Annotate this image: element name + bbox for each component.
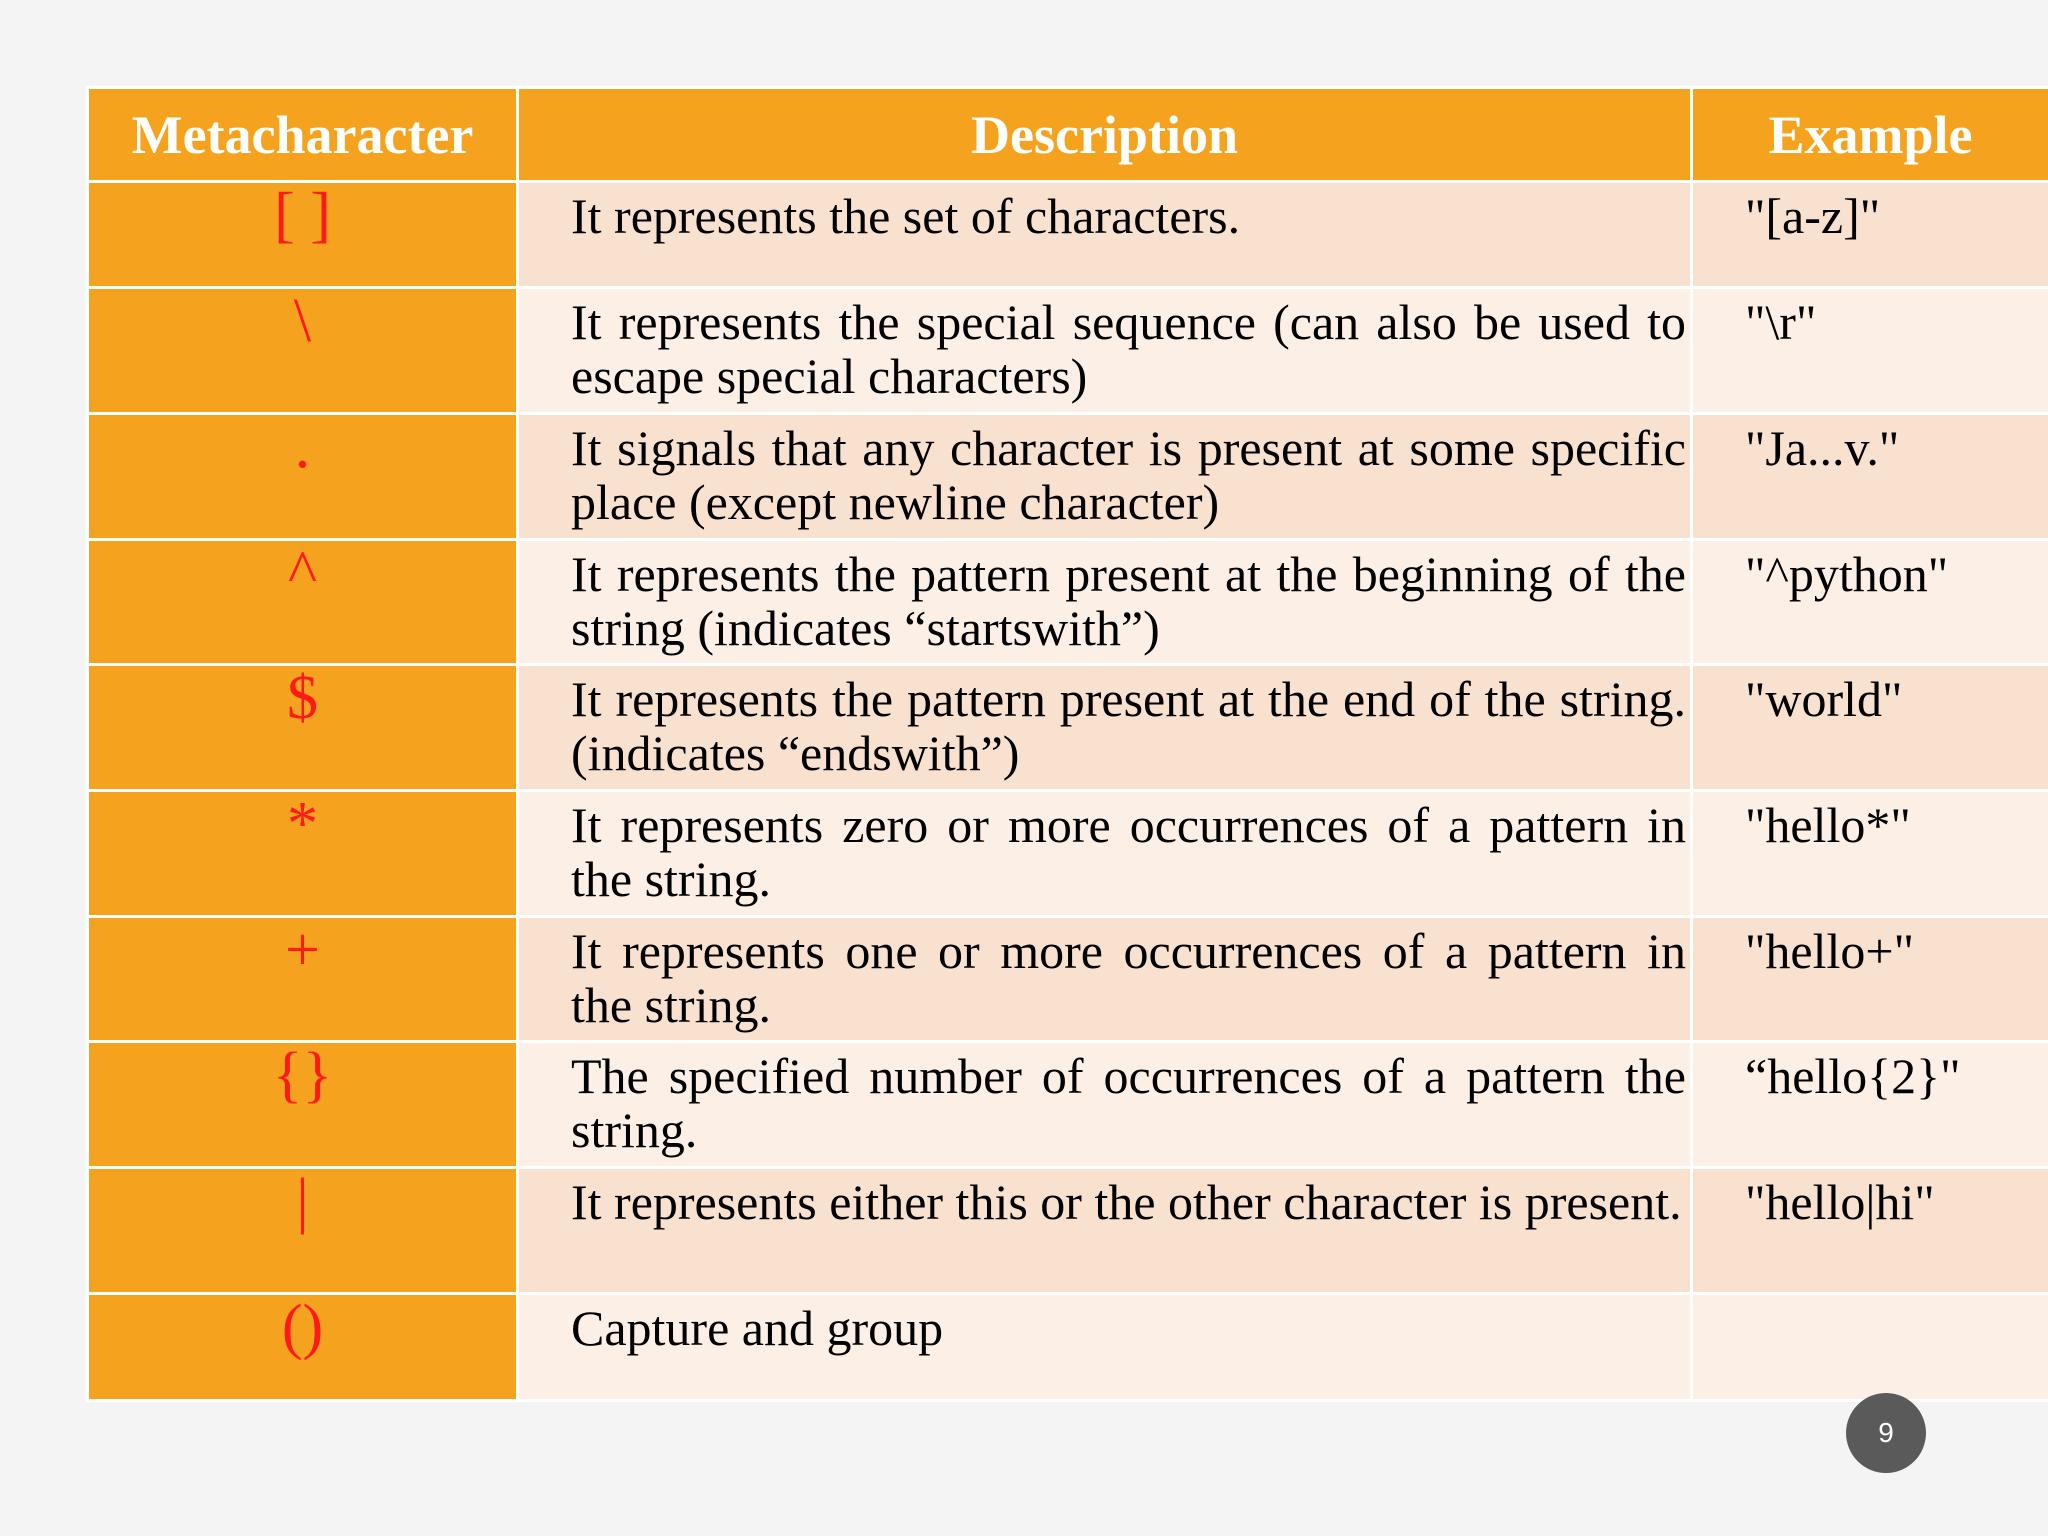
metacharacter-cell: . xyxy=(88,413,518,539)
description-cell: It represents the pattern present at the beginning of the string (indicates “startswith”) xyxy=(518,539,1692,665)
header-example: Example xyxy=(1692,88,2048,182)
header-description: Description xyxy=(518,88,1692,182)
example-cell: "world" xyxy=(1692,665,2048,791)
table-row xyxy=(88,665,2048,791)
table-row xyxy=(88,1042,2048,1168)
table-row xyxy=(88,182,2048,288)
example-cell: "Ja...v." xyxy=(1692,413,2048,539)
table-row xyxy=(88,1293,2048,1400)
description-cell: It represents the special sequence (can also be used to escape special characters) xyxy=(518,288,1692,414)
table-row xyxy=(88,539,2048,665)
description-cell: It signals that any character is present at some specific place (except newline character) xyxy=(518,413,1692,539)
example-cell: "\r" xyxy=(1692,288,2048,414)
metacharacter-cell: | xyxy=(88,1167,518,1293)
example-cell: "[a-z]" xyxy=(1692,182,2048,288)
example-cell: "hello*" xyxy=(1692,790,2048,916)
example-cell: "hello|hi" xyxy=(1692,1167,2048,1293)
metacharacter-cell: ^ xyxy=(88,539,518,665)
page-number-badge: 9 xyxy=(1846,1393,1926,1473)
example-cell xyxy=(1692,1293,2048,1400)
table-row xyxy=(88,916,2048,1042)
table-row xyxy=(88,288,2048,414)
metacharacter-cell: $ xyxy=(88,665,518,791)
metacharacter-cell: [ ] xyxy=(88,182,518,288)
header-metacharacter: Metacharacter xyxy=(88,88,518,182)
table-row xyxy=(88,790,2048,916)
description-cell: Capture and group xyxy=(518,1293,1692,1400)
example-cell: "^python" xyxy=(1692,539,2048,665)
description-cell: It represents either this or the other character is present. xyxy=(518,1167,1692,1293)
description-cell: The specified number of occurrences of a pattern the string. xyxy=(518,1042,1692,1168)
example-cell: "hello+" xyxy=(1692,916,2048,1042)
table-row xyxy=(88,1167,2048,1293)
description-cell: It represents the set of characters. xyxy=(518,182,1692,288)
table-header-row xyxy=(88,88,2048,182)
metacharacter-cell: * xyxy=(88,790,518,916)
table-row xyxy=(88,413,2048,539)
metacharacter-cell: + xyxy=(88,916,518,1042)
metacharacter-cell: () xyxy=(88,1293,518,1400)
metacharacter-cell: \ xyxy=(88,288,518,414)
metacharacter-table xyxy=(86,86,2048,1402)
description-cell: It represents one or more occurrences of a pattern in the string. xyxy=(518,916,1692,1042)
description-cell: It represents zero or more occurrences of a pattern in the string. xyxy=(518,790,1692,916)
metacharacter-cell: {} xyxy=(88,1042,518,1168)
description-cell: It represents the pattern present at the end of the string. (indicates “endswith”) xyxy=(518,665,1692,791)
example-cell: “hello{2}" xyxy=(1692,1042,2048,1168)
